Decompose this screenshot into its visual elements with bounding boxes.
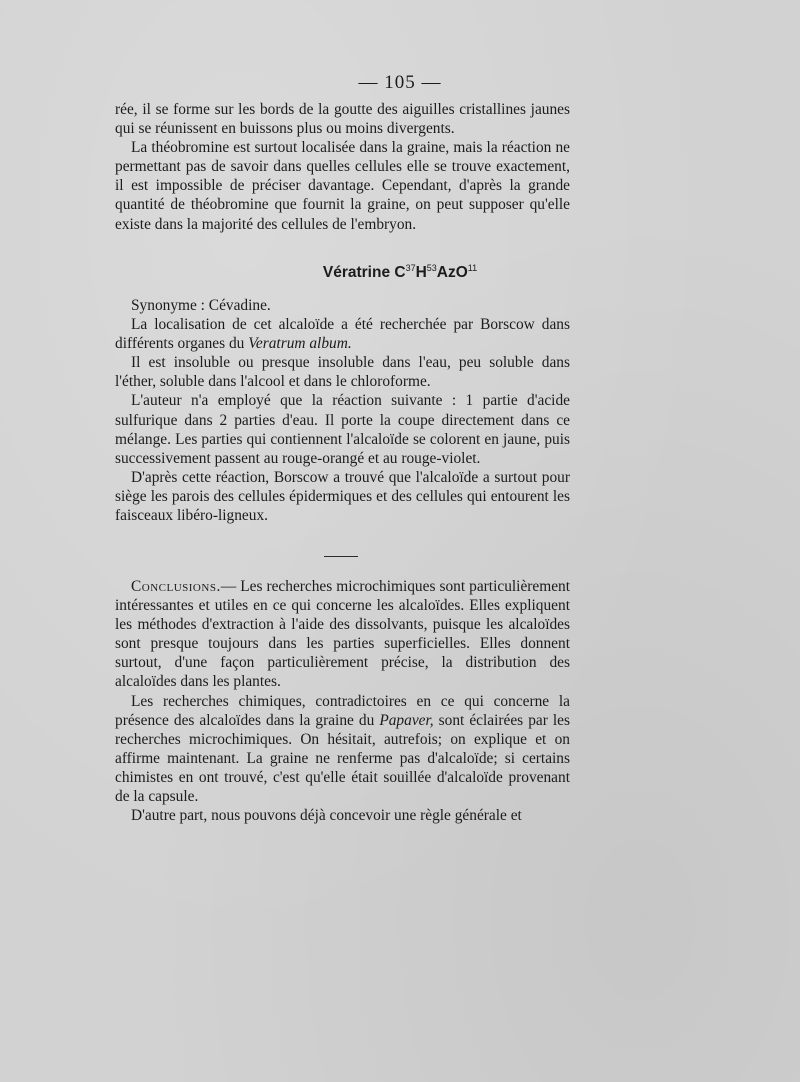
- section-title-name: Vératrine C: [322, 264, 406, 281]
- paragraph-synonym: Synonyme : Cévadine.: [131, 297, 271, 314]
- section-title-veratrine: [0, 263, 800, 282]
- opening-text-block: [115, 100, 570, 234]
- page-number: — 105 —: [358, 72, 442, 93]
- genus-name: Papaver,: [379, 711, 434, 729]
- paragraph-result: D'après cette réaction, Borscow a trouvé que l'alcaloïde a surtout pour siège les parois des cellules épidermiques et des cellules qui entourent les faisceaux libéro-ligneux.: [115, 468, 570, 525]
- veratrine-text-block: [115, 296, 570, 525]
- paragraph-localisation: [115, 315, 570, 353]
- paragraph-general-rule: D'autre part, nous pouvons déjà concevoir une règle générale et: [131, 807, 522, 825]
- section-divider: [324, 556, 358, 557]
- chemical-research-text-b: sont éclairées par les recherches microchimiques. On hésitait, autrefois; on explique et on affirme maintenant. La graine ne renferme pas d'alcaloïde; si certains chimistes en ont trouvé, c'est qu'elle était souillée d'alcaloïde provenant de la capsule.: [115, 711, 570, 806]
- paragraph-conclusions: [115, 577, 570, 692]
- conclusions-text-block: [115, 577, 570, 825]
- paragraph-reaction: L'auteur n'a employé que la réaction suivante : 1 partie d'acide sulfurique dans 2 parties d'eau. Il porte la coupe directement dans ce mélange. Les parties qui contiennent l'alcaloïde se colorent en jaune, puis successivement passent au rouge-orangé et au rouge-violet.: [115, 392, 570, 467]
- paragraph-solubility: Il est insoluble ou presque insoluble dans l'eau, peu soluble dans l'éther, soluble dans l'alcool et dans le chloroforme.: [115, 354, 570, 391]
- species-name: Veratrum album.: [248, 335, 352, 353]
- paragraph-continuation: rée, il se forme sur les bords de la goutte des aiguilles cristallines jaunes qui se réunissent en buissons plus ou moins divergents.: [115, 101, 570, 138]
- formula-h: H: [415, 264, 427, 281]
- conclusions-text: — Les recherches microchimiques sont particulièrement intéressantes et utiles en ce qui concerne les alcaloïdes. Elles expliquent les méthodes d'extraction à l'aide des dissolvants, puisque les alcaloïdes sont presque toujours dans les parties superficielles. Elles donnent surtout, d'une façon particulièrement précise, la distribution des alcaloïdes dans les plantes.: [115, 578, 570, 691]
- paragraph-chemical-research: [115, 692, 570, 807]
- formula-h-count: 53: [426, 263, 437, 273]
- formula-azo: AzO: [436, 264, 468, 281]
- localisation-text: La localisation de cet alcaloïde a été recherchée par Borscow dans différents organes du: [115, 316, 570, 353]
- formula-c-count: 37: [405, 263, 416, 273]
- paragraph-theobromine: La théobromine est surtout localisée dans la graine, mais la réaction ne permettant pas de savoir dans quelles cellules elle se trouve exactement, il est impossible de préciser davantage. Cependant, d'après la grande quantité de théobromine que fournit la graine, on peut supposer qu'elle existe dans la majorité des cellules de l'embryon.: [115, 139, 570, 233]
- conclusions-heading: Conclusions.: [131, 578, 221, 595]
- chemical-research-text-a: Les recherches chimiques, contradictoires en ce qui concerne la présence des alcaloïdes dans la graine du: [115, 692, 570, 729]
- formula-o-count: 11: [467, 263, 478, 273]
